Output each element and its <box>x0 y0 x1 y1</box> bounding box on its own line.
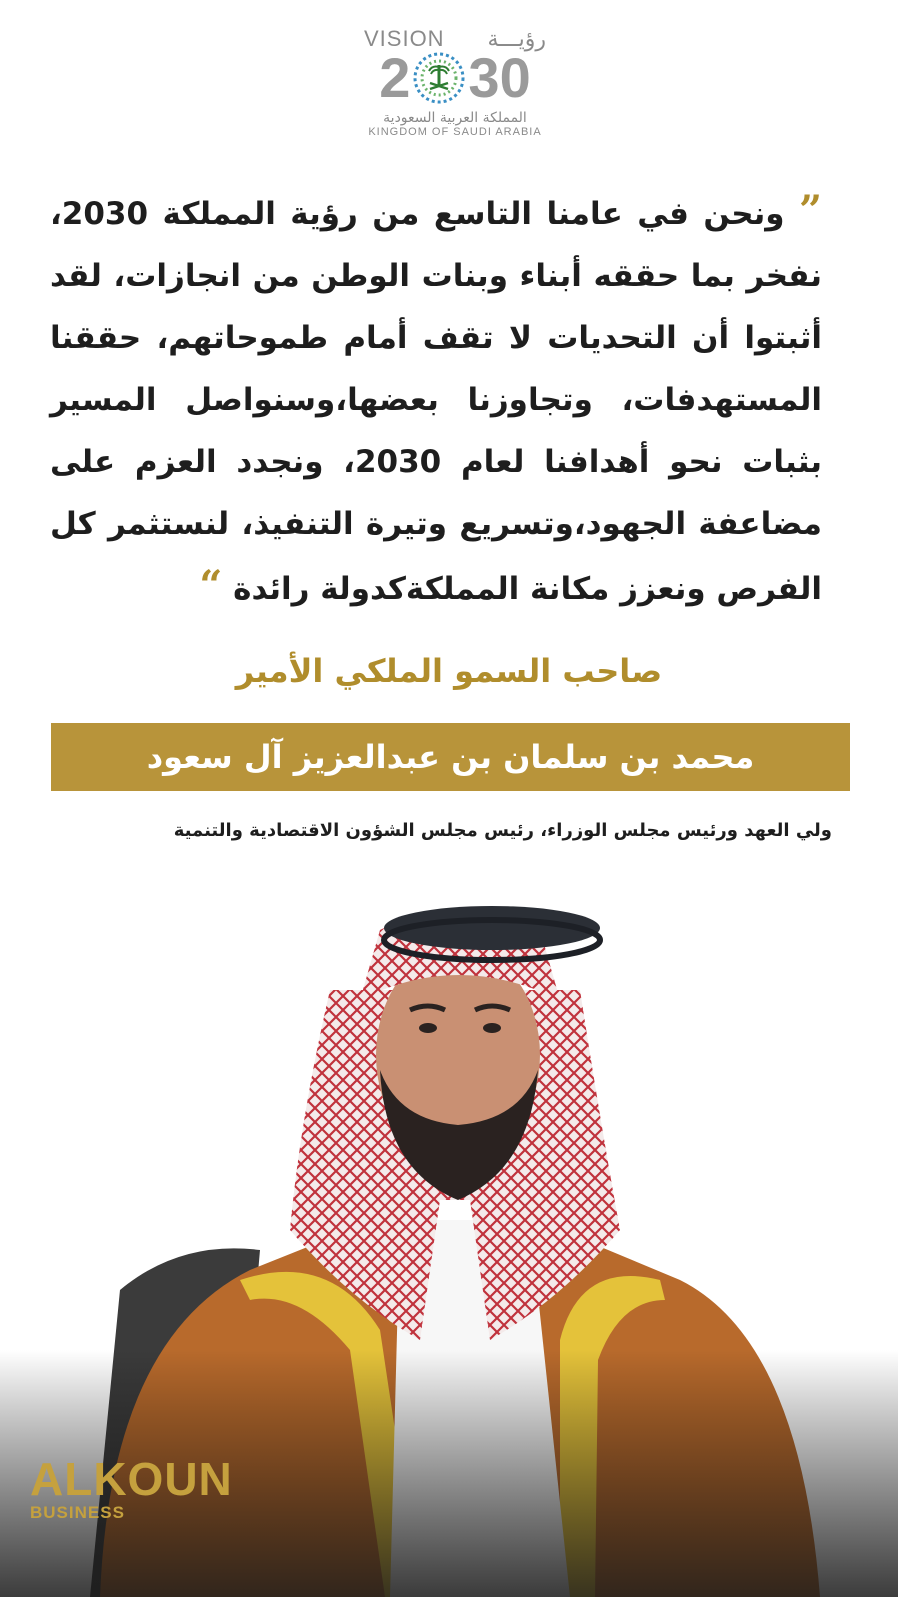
logo-kingdom-ar: المملكة العربية السعودية <box>383 110 527 126</box>
alkoun-business-logo <box>30 1455 280 1525</box>
watermark-main: ALKOUN <box>30 1453 233 1505</box>
watermark-sub: BUSINESS <box>30 1503 125 1522</box>
close-quote-mark: “ <box>199 562 223 609</box>
quote-block <box>50 180 822 620</box>
palm-emblem-icon <box>412 51 466 105</box>
logo-year <box>360 46 550 109</box>
honorific-title: صاحب السمو الملكي الأمير <box>235 652 663 690</box>
name-band <box>51 723 850 791</box>
person-name: محمد بن سلمان بن عبدالعزيز آل سعود <box>146 738 755 776</box>
logo-year-right: 30 <box>468 46 531 109</box>
position-subtitle: ولي العهد ورئيس مجلس الوزراء، رئيس مجلس الشؤون الاقتصادية والتنمية <box>173 820 832 841</box>
vision-2030-logo <box>360 26 550 158</box>
logo-vision-en: VISION <box>364 26 445 51</box>
quote-text: ونحن في عامنا التاسع من رؤية المملكة 2030، نفخر بما حققه أبناء وبنات الوطن من انجازات، لقد أثبتوا أن التحديات لا تقف أمام طموحاتهم، حققنا المستهدفات، وتجاوزنا بعضها،وسنواصل المسير بثبات نحو أهدافنا لعام 2030، ونجدد العزم على مضاعفة الجهود،وتسريع وتيرة التنفيذ، لنستثمر كل الفرص ونعزز مكانة المملكةكدولة رائدة <box>50 196 822 607</box>
logo-kingdom-en: KINGDOM OF SAUDI ARABIA <box>368 126 542 138</box>
logo-year-left: 2 <box>379 46 411 109</box>
logo-vision-ar: رؤيـــة <box>487 26 546 52</box>
open-quote-mark: ” <box>798 187 822 234</box>
